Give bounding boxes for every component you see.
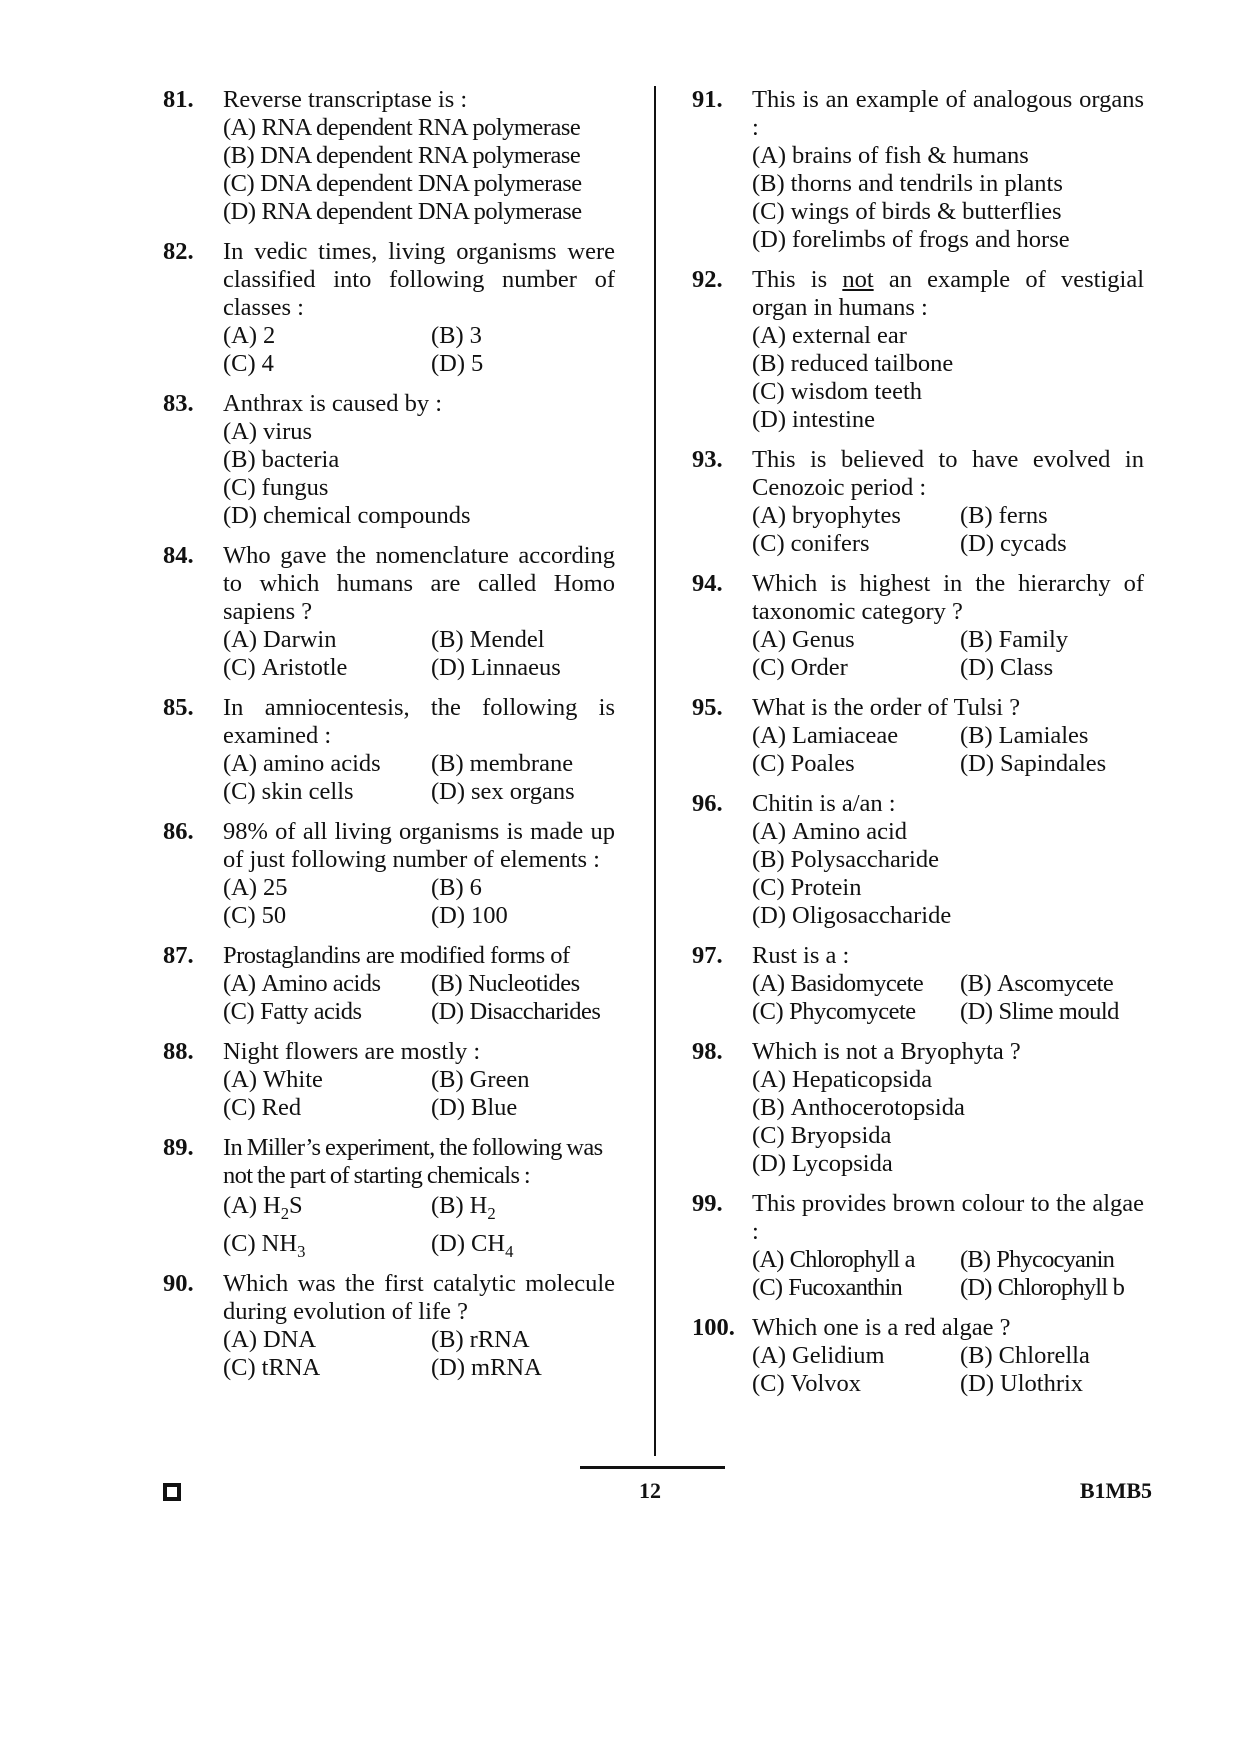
option-c: (C) $NH_3$	[223, 1230, 306, 1261]
question-number: 94.	[692, 570, 723, 597]
question-text: Who gave the nomenclature according to which humans are called Homo sapiens ?	[223, 542, 615, 625]
option-d: (D) Class	[960, 654, 1054, 681]
question-98	[692, 1038, 1144, 1178]
question-90	[163, 1270, 615, 1382]
question-100	[692, 1314, 1144, 1398]
question-86	[163, 818, 615, 930]
question-text: This is believed to have evolved in Cenozoic period :	[752, 446, 1144, 501]
question-number: 88.	[163, 1038, 194, 1065]
question-text: In amniocentesis, the following is examined :	[223, 694, 615, 749]
option-b: (B) $H_2$	[431, 1192, 496, 1223]
option-d: (D) intestine	[752, 406, 876, 433]
option-c: (C) wings of birds & butterflies	[752, 198, 1062, 225]
option-a: (A) Darwin	[223, 626, 337, 653]
option-a: (A) Amino acid	[752, 818, 908, 845]
question-text: Which one is a red algae ?	[752, 1314, 1011, 1341]
question-text: Night flowers are mostly :	[223, 1038, 481, 1065]
question-text: Chitin is a/an :	[752, 790, 896, 817]
question-85	[163, 694, 615, 806]
option-d: (D) 100	[431, 902, 508, 929]
option-b: (B) Chlorella	[960, 1342, 1090, 1369]
question-96	[692, 790, 1144, 930]
option-b: (B) Ascomycete	[960, 970, 1114, 997]
question-text: In Miller’s experiment, the following was not the part of starting chemicals :	[223, 1134, 603, 1189]
option-d: (D) Ulothrix	[960, 1370, 1084, 1397]
right-column	[692, 86, 1144, 1410]
option-d: (D) Disaccharides	[431, 998, 601, 1025]
option-a: (A) Hepaticopsida	[752, 1066, 933, 1093]
question-number: 100.	[692, 1314, 735, 1341]
question-text: Which is highest in the hierarchy of taxonomic category ?	[752, 570, 1144, 625]
question-number: 97.	[692, 942, 723, 969]
option-a: (A) Basidomycete	[752, 970, 924, 997]
option-d: (D) Blue	[431, 1094, 518, 1121]
option-d: (D) Lycopsida	[752, 1150, 893, 1177]
question-number: 91.	[692, 86, 723, 113]
question-number: 87.	[163, 942, 194, 969]
option-d: (D) sex organs	[431, 778, 575, 805]
option-a: (A) brains of fish & humans	[752, 142, 1029, 169]
question-text: Which is not a Bryophyta ?	[752, 1038, 1021, 1065]
option-a: (A) RNA dependent RNA polymerase	[223, 114, 581, 141]
option-c: (C) Fatty acids	[223, 998, 362, 1025]
option-d: (D) Chlorophyll b	[960, 1274, 1125, 1301]
option-c: (C) skin cells	[223, 778, 354, 805]
option-d: (D) RNA dependent DNA polymerase	[223, 198, 582, 225]
option-b: (B) Phycocyanin	[960, 1246, 1115, 1273]
question-88	[163, 1038, 615, 1122]
question-number: 95.	[692, 694, 723, 721]
option-d: (D) Oligosaccharide	[752, 902, 952, 929]
option-d: (D) mRNA	[431, 1354, 542, 1381]
question-text: What is the order of Tulsi ?	[752, 694, 1021, 721]
option-d: (D) Sapindales	[960, 750, 1107, 777]
booklet-code: B1MB5	[1079, 1478, 1152, 1503]
option-b: (B) bacteria	[223, 446, 340, 473]
question-99	[692, 1190, 1144, 1302]
page-number: 12	[639, 1478, 661, 1503]
question-number: 92.	[692, 266, 723, 293]
question-number: 82.	[163, 238, 194, 265]
option-d: (D) Slime mould	[960, 998, 1119, 1025]
option-c: (C) 4	[223, 350, 274, 377]
option-c: (C) conifers	[752, 530, 870, 557]
question-text: Rust is a :	[752, 942, 850, 969]
question-text: This provides brown colour to the algae :	[752, 1190, 1144, 1245]
option-c: (C) Poales	[752, 750, 855, 777]
option-c: (C) Phycomycete	[752, 998, 916, 1025]
question-number: 83.	[163, 390, 194, 417]
option-d: (D) $CH_4$	[431, 1230, 514, 1261]
option-a: (A) Amino acids	[223, 970, 381, 997]
option-b: (B) Polysaccharide	[752, 846, 939, 873]
question-number: 89.	[163, 1134, 194, 1161]
question-89	[163, 1134, 615, 1261]
option-c: (C) tRNA	[223, 1354, 321, 1381]
option-b: (B) 3	[431, 322, 482, 349]
question-82	[163, 238, 615, 378]
question-95	[692, 694, 1144, 778]
question-91	[692, 86, 1144, 254]
question-94	[692, 570, 1144, 682]
option-a: (A) virus	[223, 418, 313, 445]
option-b: (B) Green	[431, 1066, 530, 1093]
question-83	[163, 390, 615, 530]
question-text: Which was the first catalytic molecule during evolution of life ?	[223, 1270, 615, 1325]
option-b: (B) DNA dependent RNA polymerase	[223, 142, 581, 169]
option-c: (C) Bryopsida	[752, 1122, 892, 1149]
option-c: (C) Protein	[752, 874, 862, 901]
option-c: (C) Aristotle	[223, 654, 348, 681]
option-b: (B) ferns	[960, 502, 1048, 529]
option-b: (B) reduced tailbone	[752, 350, 954, 377]
option-a: (A) external ear	[752, 322, 907, 349]
option-c: (C) Fucoxanthin	[752, 1274, 902, 1301]
option-b: (B) Family	[960, 626, 1069, 653]
option-c: (C) Red	[223, 1094, 302, 1121]
question-number: 93.	[692, 446, 723, 473]
column-divider	[654, 86, 656, 1456]
option-b: (B) thorns and tendrils in plants	[752, 170, 1063, 197]
question-number: 81.	[163, 86, 194, 113]
option-a: (A) 2	[223, 322, 276, 349]
option-b: (B) Nucleotides	[431, 970, 580, 997]
option-a: (A) amino acids	[223, 750, 381, 777]
option-a: (A) Lamiaceae	[752, 722, 899, 749]
option-b: (B) 6	[431, 874, 482, 901]
question-number: 84.	[163, 542, 194, 569]
option-a: (A) Genus	[752, 626, 855, 653]
option-a: (A) 25	[223, 874, 288, 901]
option-a: (A) Chlorophyll a	[752, 1246, 915, 1273]
emphasis-not: not	[842, 266, 874, 293]
footer-rule	[580, 1466, 725, 1469]
option-a: (A) bryophytes	[752, 502, 901, 529]
question-number: 99.	[692, 1190, 723, 1217]
question-text: Anthrax is caused by :	[223, 390, 443, 417]
question-92	[692, 266, 1144, 434]
option-d: (D) chemical compounds	[223, 502, 471, 529]
question-text: 98% of all living organisms is made up of just following number of elements :	[223, 818, 615, 873]
question-text: In vedic times, living organisms were classified into following number of classes :	[223, 238, 615, 321]
option-b: (B) Lamiales	[960, 722, 1089, 749]
question-number: 86.	[163, 818, 194, 845]
option-d: (D) cycads	[960, 530, 1067, 557]
option-c: (C) Volvox	[752, 1370, 862, 1397]
option-b: (B) Anthocerotopsida	[752, 1094, 965, 1121]
option-c: (C) DNA dependent DNA polymerase	[223, 170, 582, 197]
question-number: 98.	[692, 1038, 723, 1065]
option-a: (A) DNA	[223, 1326, 317, 1353]
question-93	[692, 446, 1144, 558]
left-column	[163, 86, 615, 1394]
option-b: (B) rRNA	[431, 1326, 530, 1353]
question-number: 85.	[163, 694, 194, 721]
option-c: (C) Order	[752, 654, 848, 681]
question-87	[163, 942, 615, 1026]
question-text: Prostaglandins are modified forms of	[223, 942, 570, 969]
option-c: (C) fungus	[223, 474, 329, 501]
question-text: Reverse transcriptase is :	[223, 86, 468, 113]
option-c: (C) wisdom teeth	[752, 378, 923, 405]
option-c: (C) 50	[223, 902, 287, 929]
option-b: (B) Mendel	[431, 626, 545, 653]
option-d: (D) forelimbs of frogs and horse	[752, 226, 1070, 253]
question-text: This is an example of analogous organs :	[752, 86, 1144, 141]
option-a: (A) $H_2S$	[223, 1192, 303, 1223]
question-number: 90.	[163, 1270, 194, 1297]
square-marker-icon	[163, 1483, 181, 1501]
option-a: (A) Gelidium	[752, 1342, 885, 1369]
question-text: This is not an example of vestigial organ in humans :	[752, 266, 1145, 321]
question-97	[692, 942, 1144, 1026]
question-81	[163, 86, 615, 226]
option-b: (B) membrane	[431, 750, 574, 777]
question-number: 96.	[692, 790, 723, 817]
option-d: (D) 5	[431, 350, 484, 377]
question-84	[163, 542, 615, 682]
option-d: (D) Linnaeus	[431, 654, 561, 681]
option-a: (A) White	[223, 1066, 323, 1093]
